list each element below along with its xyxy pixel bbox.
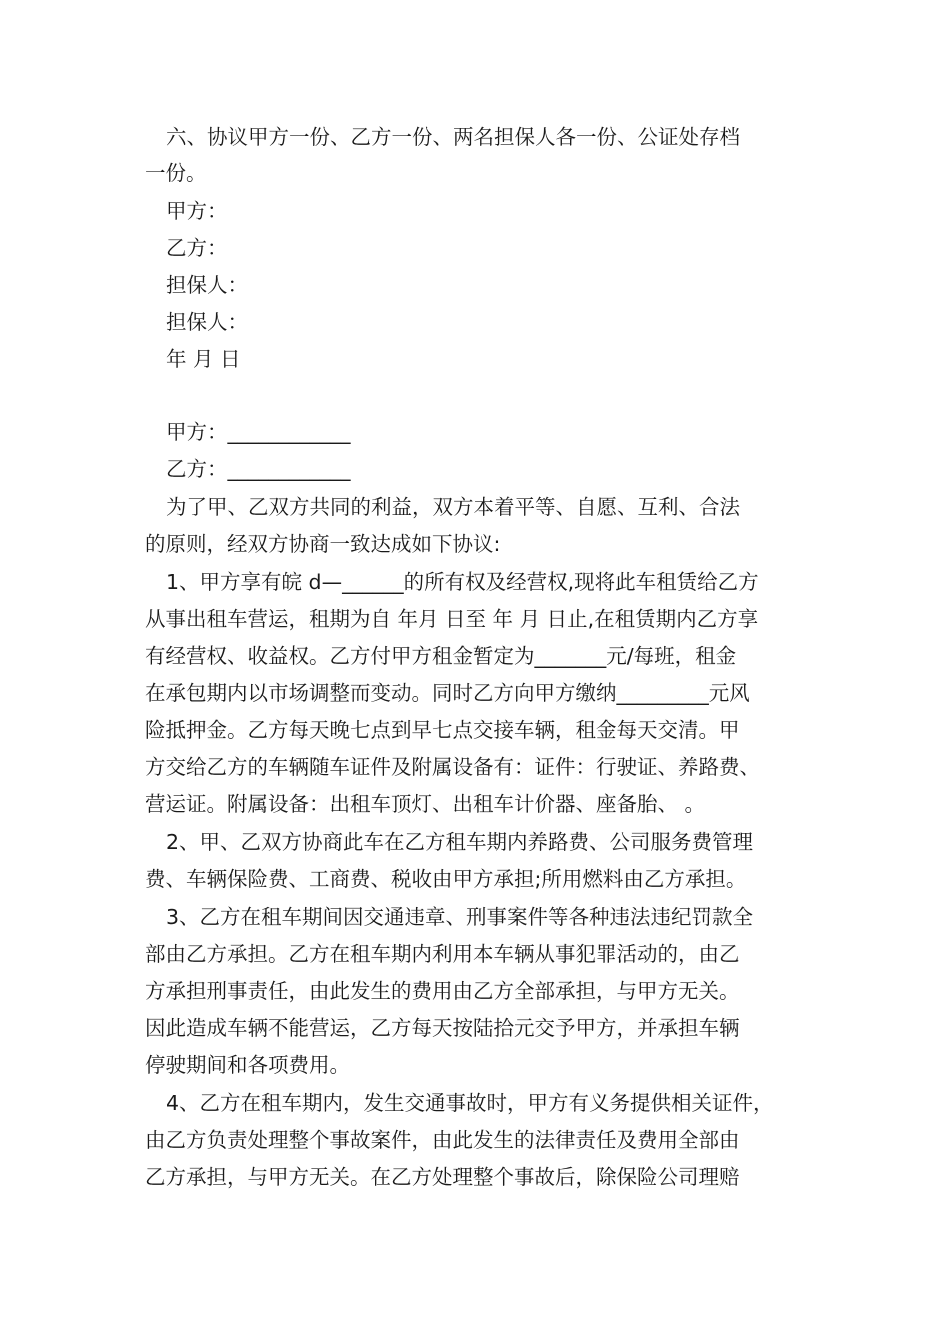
clause-4-line: 乙方承担，与甲方无关。在乙方处理整个事故后，除保险公司理赔 <box>145 1165 740 1189</box>
contract-party-b: 乙方：____________ <box>166 457 351 481</box>
date-label: 年 月 日 <box>166 347 241 371</box>
clause-6-line-1: 六、协议甲方一份、乙方一份、两名担保人各一份、公证处存档 <box>166 125 740 149</box>
clause-1-line: 险抵押金。乙方每天晚七点到早七点交接车辆，租金每天交清。甲 <box>145 718 740 742</box>
intro-line: 的原则，经双方协商一致达成如下协议: <box>145 532 501 556</box>
clause-4-line: 由乙方负责处理整个事故案件，由此发生的法律责任及费用全部由 <box>145 1128 740 1152</box>
clause-1-line: 从事出租车营运，租期为自 年月 日至 年 月 日止,在租赁期内乙方享 <box>145 607 759 631</box>
clause-3-line: 因此造成车辆不能营运，乙方每天按陆拾元交予甲方，并承担车辆 <box>145 1016 740 1040</box>
clause-1-line: 在承包期内以市场调整而变动。同时乙方向甲方缴纳_________元风 <box>145 681 750 705</box>
clause-2-line: 2、甲、乙双方协商此车在乙方租车期内养路费、公司服务费管理 <box>166 830 754 854</box>
party-b-signature-label: 乙方： <box>166 236 228 260</box>
clause-3-line: 部由乙方承担。乙方在租车期内利用本车辆从事犯罪活动的，由乙 <box>145 942 740 966</box>
clause-4-line: 4、乙方在租车期内，发生交通事故时，甲方有义务提供相关证件， <box>166 1091 774 1115</box>
clause-6-line-2: 一份。 <box>145 161 207 185</box>
clause-3-line: 3、乙方在租车期间因交通违章、刑事案件等各种违法违纪罚款全 <box>166 905 754 929</box>
clause-1-line: 方交给乙方的车辆随车证件及附属设备有：证件：行驶证、养路费、 <box>145 755 760 779</box>
guarantor-1-label: 担保人： <box>166 273 248 297</box>
clause-1-line: 有经营权、收益权。乙方付甲方租金暂定为_______元/每班，租金 <box>145 644 737 668</box>
party-a-signature-label: 甲方： <box>166 199 228 223</box>
guarantor-2-label: 担保人： <box>166 310 248 334</box>
contract-party-a: 甲方：____________ <box>166 420 351 444</box>
clause-1-line: 1、甲方享有皖 d—______的所有权及经营权,现将此车租赁给乙方 <box>166 570 759 594</box>
clause-1-line: 营运证。附属设备：出租车顶灯、出租车计价器、座备胎、 。 <box>145 792 706 816</box>
clause-2-line: 费、车辆保险费、工商费、税收由甲方承担;所用燃料由乙方承担。 <box>145 867 747 891</box>
clause-3-line: 停驶期间和各项费用。 <box>145 1053 350 1077</box>
clause-3-line: 方承担刑事责任，由此发生的费用由乙方全部承担，与甲方无关。 <box>145 979 740 1003</box>
intro-line: 为了甲、乙双方共同的利益，双方本着平等、自愿、互利、合法 <box>166 495 740 519</box>
